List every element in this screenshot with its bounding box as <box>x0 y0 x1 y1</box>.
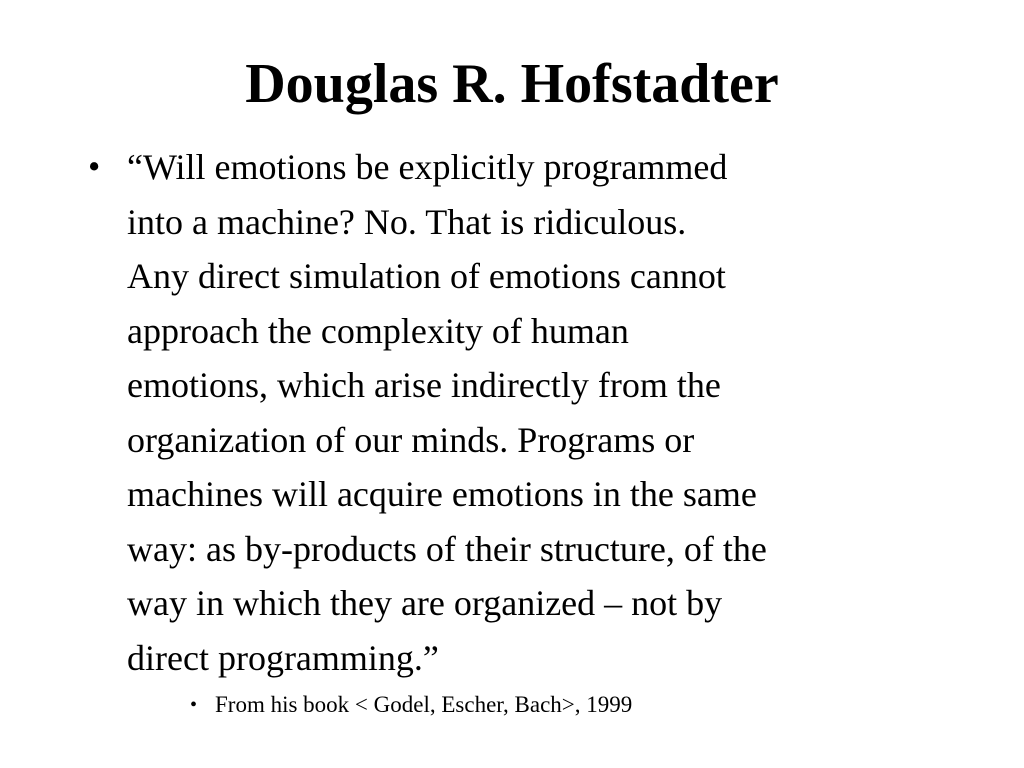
slide-title: Douglas R. Hofstadter <box>245 53 779 115</box>
quote-text: “Will emotions be explicitly programmed into a machine? No. That is ridiculous. Any direct simulation of emotions cannot approach the complexity of human emotions, which arise indirectly from the organization of our minds. Programs or machines will acquire emotions in the same way: as by-products of their structure, of the way in which they are organized – not by direct programming.” <box>127 147 767 678</box>
bullet-icon: • <box>88 147 101 186</box>
source-text: From his book < Godel, Escher, Bach>, 1999 <box>215 692 633 717</box>
sub-bullet-icon: • <box>190 694 198 716</box>
